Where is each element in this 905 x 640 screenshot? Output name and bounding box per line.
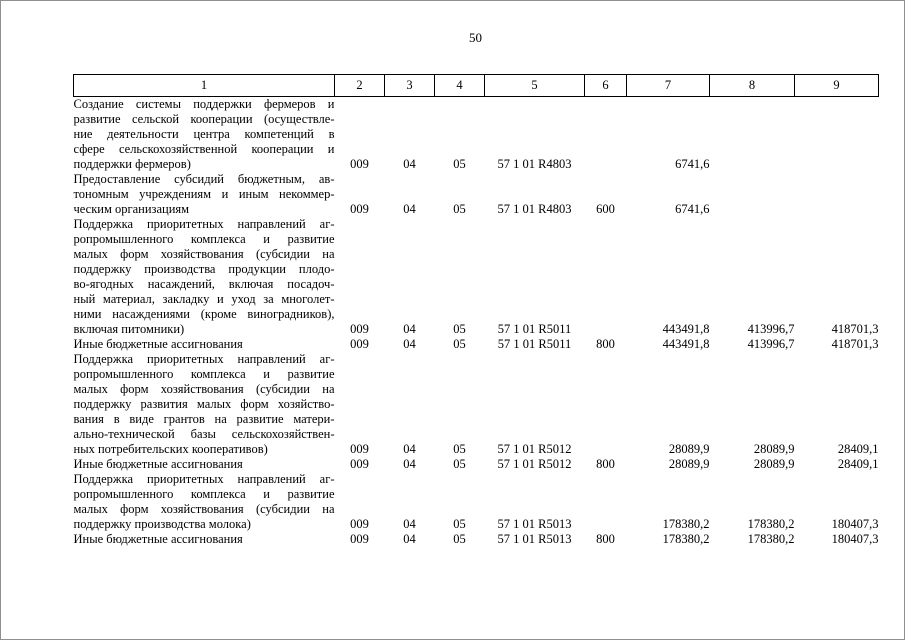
header-cell-7: 7 (627, 75, 710, 97)
program-name-cell (74, 352, 335, 457)
budget-table (73, 74, 879, 547)
program-name-line: Иные бюджетные ассигнования (73, 457, 243, 471)
program-name-line: Поддержка приоритетных направлений аг- (73, 352, 335, 366)
program-name-line: Поддержка приоритетных направлений аг- (73, 217, 335, 231)
section-code-cell: 04 (403, 517, 416, 531)
amount-year1-cell: 178380,2 (662, 517, 710, 531)
program-name-line: Иные бюджетные ассигнования (73, 532, 243, 546)
amount-year2-cell: 178380,2 (747, 517, 795, 531)
grbs-code-cell: 009 (350, 442, 369, 456)
program-name-cell (74, 217, 335, 337)
subsection-code-cell: 05 (453, 457, 466, 471)
amount-year3-cell: 180407,3 (831, 532, 879, 546)
program-name-line: ально-технической базы сельскохозяйствен- (73, 427, 335, 441)
program-name-line: ропромышленного комплекса и развитие (73, 367, 335, 381)
grbs-code-cell: 009 (350, 337, 369, 351)
section-code-cell: 04 (403, 532, 416, 546)
amount-year1-cell: 6741,6 (675, 202, 710, 216)
header-cell-8: 8 (710, 75, 795, 97)
program-name-cell (74, 97, 335, 173)
program-name-cell (74, 172, 335, 217)
grbs-code-cell: 009 (350, 157, 369, 171)
program-name-line: малых форм хозяйствования (субсидии на (73, 502, 335, 516)
section-code-cell: 04 (403, 457, 416, 471)
program-name-cell (74, 472, 335, 532)
amount-year1-cell: 28089,9 (668, 442, 710, 456)
amount-year3-cell (795, 172, 879, 217)
expense-type-cell: 800 (596, 337, 615, 351)
expense-type-cell: 600 (596, 202, 615, 216)
target-article-cell: 57 1 01 R5013 (497, 517, 572, 531)
amount-year2-cell (710, 97, 795, 173)
program-name-line: Предоставление субсидий бюджетным, ав- (73, 172, 335, 186)
grbs-code-cell: 009 (350, 532, 369, 546)
expense-type-cell (585, 217, 627, 337)
amount-year2-cell: 413996,7 (747, 337, 795, 351)
header-cell-2: 2 (335, 75, 385, 97)
grbs-code-cell: 009 (350, 457, 369, 471)
target-article-cell: 57 1 01 R5013 (497, 532, 572, 546)
header-cell-5: 5 (485, 75, 585, 97)
target-article-cell: 57 1 01 R4803 (497, 202, 572, 216)
target-article-cell: 57 1 01 R5011 (497, 337, 572, 351)
subsection-code-cell: 05 (453, 532, 466, 546)
section-code-cell: 04 (403, 157, 416, 171)
page-number: 50 (469, 30, 482, 45)
program-name-line: Иные бюджетные ассигнования (73, 337, 243, 351)
table-row (74, 352, 879, 457)
grbs-code-cell: 009 (350, 322, 369, 336)
amount-year1-cell: 28089,9 (668, 457, 710, 471)
program-name-line: включая питомники) (73, 322, 185, 336)
section-code-cell: 04 (403, 442, 416, 456)
program-name-line: малых форм хозяйствования (субсидии на (73, 247, 335, 261)
amount-year1-cell: 443491,8 (662, 322, 710, 336)
program-name-line: поддержку производства молока) (73, 517, 251, 531)
target-article-cell: 57 1 01 R5012 (497, 457, 572, 471)
table-row (74, 472, 879, 532)
program-name-line: Создание системы поддержки фермеров и (73, 97, 335, 111)
program-name-cell (74, 532, 335, 547)
program-name-line: ропромышленного комплекса и развитие (73, 232, 335, 246)
amount-year3-cell: 418701,3 (831, 322, 879, 336)
amount-year2-cell: 413996,7 (747, 322, 795, 336)
expense-type-cell (585, 472, 627, 532)
program-name-cell (74, 337, 335, 352)
program-name-line: поддержку развития малых форм хозяйство- (73, 397, 335, 411)
amount-year3-cell (795, 97, 879, 173)
grbs-code-cell: 009 (350, 517, 369, 531)
grbs-code-cell: 009 (350, 202, 369, 216)
program-name-line: Поддержка приоритетных направлений аг- (73, 472, 335, 486)
program-name-line: сфере сельскохозяйственной кооперации и (73, 142, 335, 156)
header-cell-4: 4 (435, 75, 485, 97)
header-cell-9: 9 (795, 75, 879, 97)
target-article-cell: 57 1 01 R4803 (497, 157, 572, 171)
program-name-line: тономным учреждениям и иным некоммер- (73, 187, 335, 201)
table-row (74, 457, 879, 472)
subsection-code-cell: 05 (453, 442, 466, 456)
subsection-code-cell: 05 (453, 322, 466, 336)
amount-year2-cell: 178380,2 (747, 532, 795, 546)
amount-year2-cell: 28089,9 (753, 442, 795, 456)
program-name-line: малых форм хозяйствования (субсидии на (73, 382, 335, 396)
program-name-line: развитие сельской кооперации (осуществле- (73, 112, 335, 126)
section-code-cell: 04 (403, 202, 416, 216)
expense-type-cell (585, 352, 627, 457)
program-name-line: ческим организациям (73, 202, 190, 216)
program-name-line: поддержки фермеров) (73, 157, 191, 171)
table-row (74, 532, 879, 547)
program-name-line: ними насаждениями (кроме виноградников), (73, 307, 335, 321)
amount-year2-cell (710, 172, 795, 217)
header-cell-6: 6 (585, 75, 627, 97)
table-row (74, 337, 879, 352)
table-row (74, 217, 879, 337)
expense-type-cell: 800 (596, 457, 615, 471)
amount-year3-cell: 180407,3 (831, 517, 879, 531)
expense-type-cell (585, 97, 627, 173)
amount-year3-cell: 418701,3 (831, 337, 879, 351)
subsection-code-cell: 05 (453, 517, 466, 531)
header-cell-1: 1 (74, 75, 335, 97)
subsection-code-cell: 05 (453, 157, 466, 171)
table-row (74, 172, 879, 217)
program-name-line: поддержку производства продукции плодо- (73, 262, 335, 276)
program-name-cell (74, 457, 335, 472)
amount-year1-cell: 443491,8 (662, 337, 710, 351)
target-article-cell: 57 1 01 R5012 (497, 442, 572, 456)
subsection-code-cell: 05 (453, 202, 466, 216)
amount-year3-cell: 28409,1 (837, 457, 879, 471)
table-row (74, 97, 879, 173)
program-name-line: вания в виде грантов на развитие матери- (73, 412, 335, 426)
header-cell-3: 3 (385, 75, 435, 97)
program-name-line: ние деятельности центра компетенций в (73, 127, 335, 141)
amount-year3-cell: 28409,1 (837, 442, 879, 456)
expense-type-cell: 800 (596, 532, 615, 546)
amount-year1-cell: 6741,6 (675, 157, 710, 171)
section-code-cell: 04 (403, 337, 416, 351)
target-article-cell: 57 1 01 R5011 (497, 322, 572, 336)
program-name-line: ропромышленного комплекса и развитие (73, 487, 335, 501)
amount-year1-cell: 178380,2 (662, 532, 710, 546)
section-code-cell: 04 (403, 322, 416, 336)
program-name-line: ный материал, закладку и уход за многолет- (73, 292, 335, 306)
program-name-line: во-ягодных насаждений, включая посадоч- (73, 277, 335, 291)
program-name-line: ных потребительских кооперативов) (73, 442, 268, 456)
subsection-code-cell: 05 (453, 337, 466, 351)
table-header-row (74, 75, 879, 97)
amount-year2-cell: 28089,9 (753, 457, 795, 471)
